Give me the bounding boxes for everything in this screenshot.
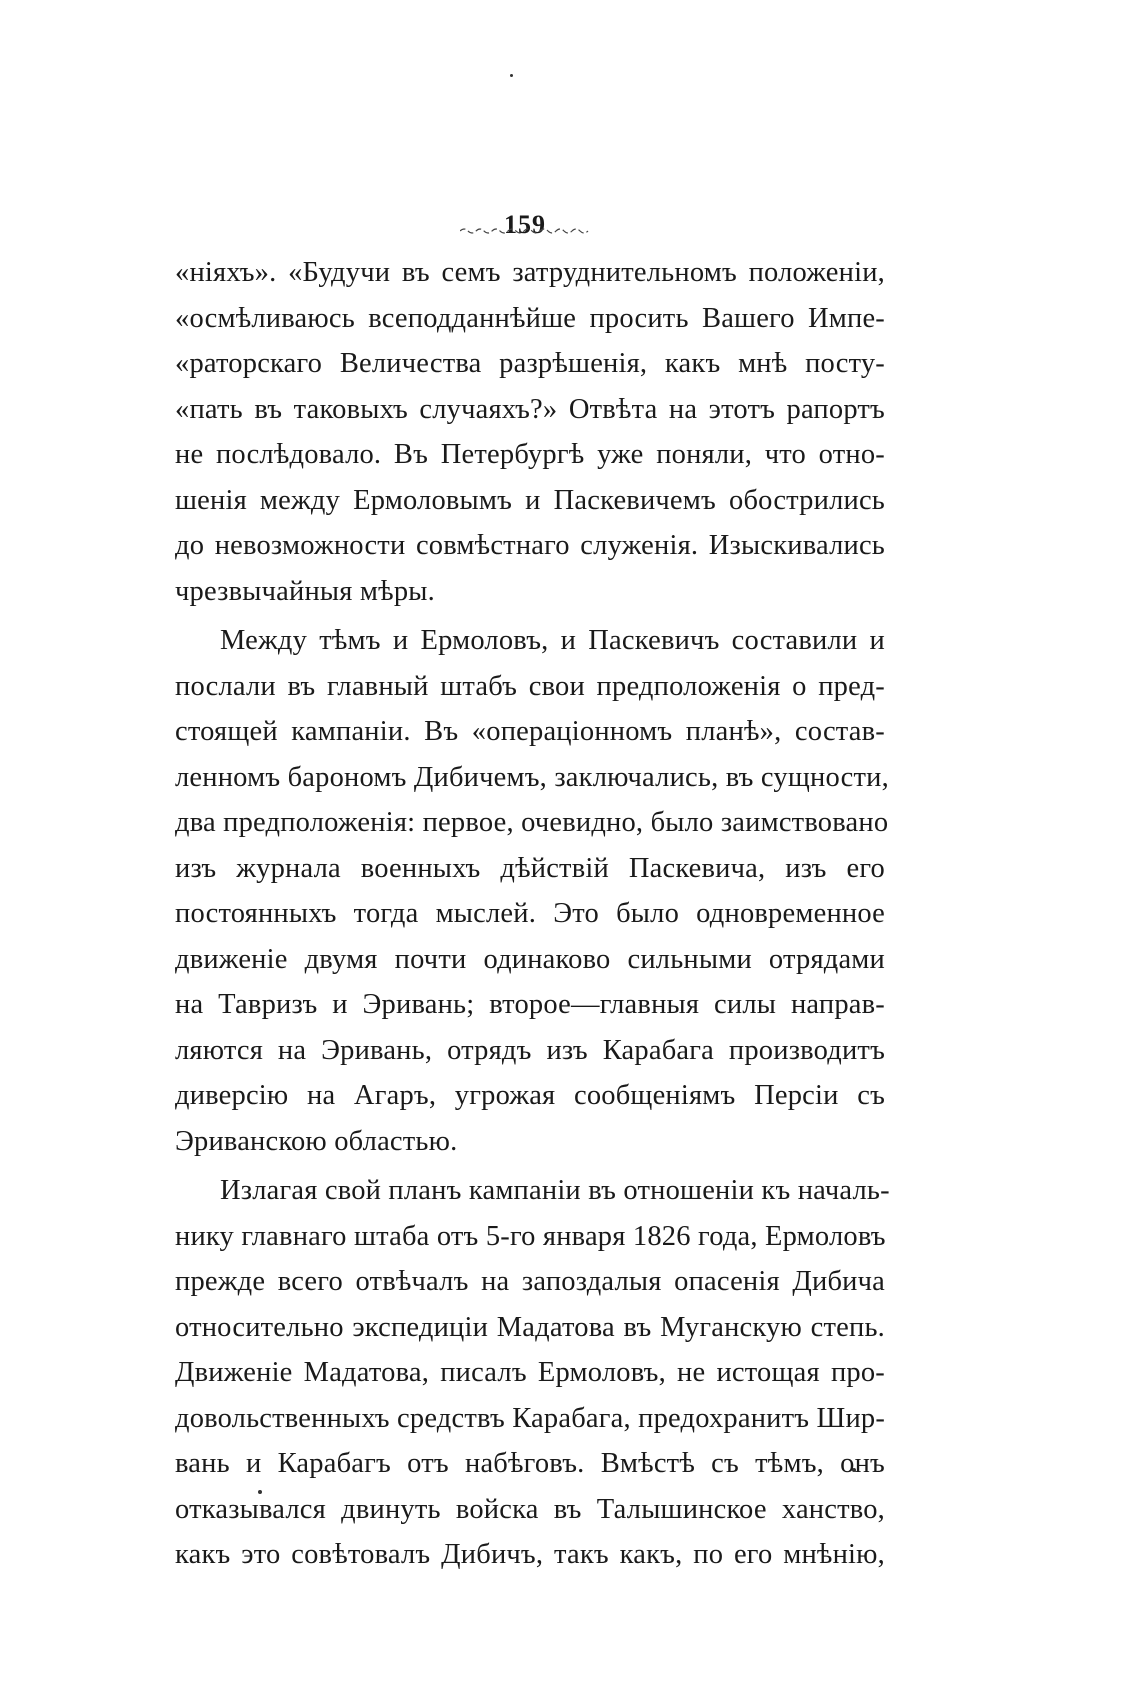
text-line: стоящей кампаніи. Въ «операціонномъ планѣ», состав-: [175, 716, 885, 747]
text-line: нику главнаго штаба отъ 5-го января 1826 года, Ермоловъ: [175, 1220, 886, 1252]
text-line: Эриванскою областью.: [175, 1125, 458, 1157]
text-line: два предположенія: первое, очевидно, было заимствовано: [175, 807, 889, 838]
text-line: послали въ главный штабъ свои предположенія о пред-: [175, 670, 885, 702]
text-line: не послѣдовало. Въ Петербургѣ уже поняли, что отно-: [175, 439, 885, 470]
text-line: движеніе двумя почти одинаково сильными отрядами: [175, 943, 885, 975]
text-line: относительно экспедиціи Мадатова въ Муганскую степь.: [175, 1311, 885, 1343]
text-line: довольственныхъ средствъ Карабага, предохранитъ Шир-: [175, 1402, 886, 1434]
text-line: «осмѣливаюсь всеподданнѣйше просить Вашего Импе-: [175, 302, 885, 334]
ornament-rule-icon: [460, 226, 590, 236]
body-text: [175, 250, 890, 1578]
text-line: постоянныхъ тогда мыслей. Это было одновременное: [175, 898, 885, 929]
text-line: прежде всего отвѣчалъ на запоздалыя опасенія Дибича: [175, 1266, 885, 1297]
text-line: вань и Карабагъ отъ набѣговъ. Вмѣстѣ съ тѣмъ, онъ: [175, 1448, 885, 1479]
text-line: диверсію на Агаръ, угрожая сообщеніямъ Персіи съ: [175, 1080, 885, 1111]
text-line: шенія между Ермоловымъ и Паскевичемъ обострились: [175, 484, 885, 516]
paragraph: [175, 1168, 890, 1578]
text-line: на Тавризъ и Эривань; второе—главныя силы направ-: [175, 989, 885, 1020]
text-line: чрезвычайныя мѣры.: [175, 575, 435, 607]
text-line: «ніяхъ». «Будучи въ семъ затруднительномъ положеніи,: [175, 257, 885, 288]
text-line: до невозможности совмѣстнаго служенія. Изыскивались: [175, 530, 885, 561]
text-line: какъ это совѣтовалъ Дибичъ, такъ какъ, по его мнѣнію,: [175, 1539, 885, 1570]
text-line: ляются на Эривань, отрядъ изъ Карабага производитъ: [175, 1034, 885, 1066]
paragraph: [175, 250, 885, 614]
text-line: изъ журнала военныхъ дѣйствій Паскевича, изъ его: [175, 852, 885, 884]
text-line: «пать въ таковыхъ случаяхъ?» Отвѣта на этотъ рапортъ: [175, 393, 885, 425]
text-line: «раторскаго Величества разрѣшенія, какъ мнѣ посту-: [175, 348, 885, 379]
text-line: Между тѣмъ и Ермоловъ, и Паскевичъ составили и: [220, 625, 885, 656]
page-number: 159: [504, 210, 546, 239]
text-line: ленномъ барономъ Дибичемъ, заключались, въ сущности,: [175, 761, 889, 793]
paragraph: [175, 618, 889, 1164]
print-speck: [510, 74, 513, 77]
text-line: Излагая свой планъ кампаніи въ отношеніи къ началь-: [220, 1175, 890, 1206]
text-line: отказывался двинуть войска въ Талышинское ханство,: [175, 1493, 885, 1525]
text-line: Движеніе Мадатова, писалъ Ермоловъ, не истощая про-: [175, 1357, 885, 1388]
